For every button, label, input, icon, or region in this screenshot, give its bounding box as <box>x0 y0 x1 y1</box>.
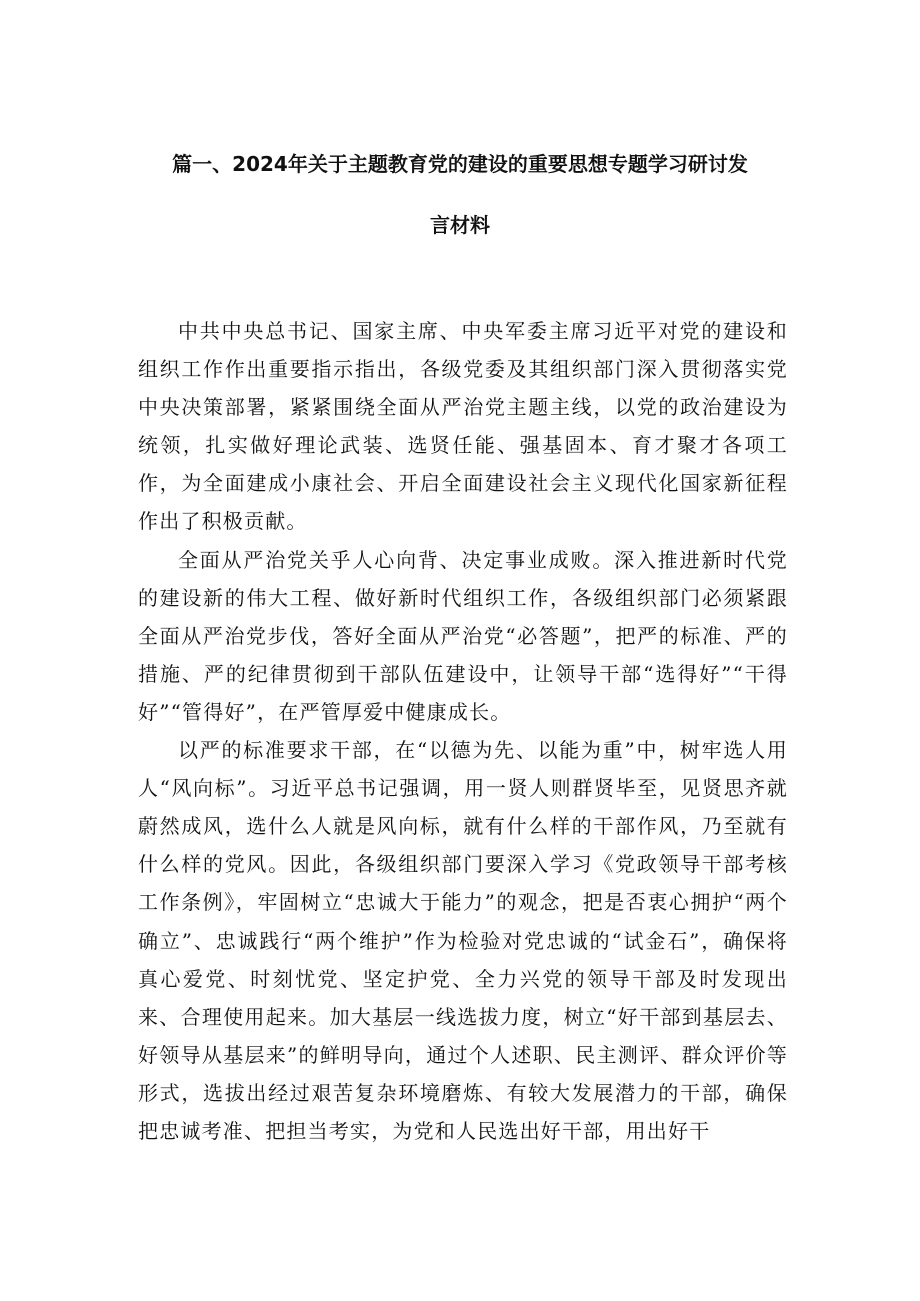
document-title-line-1: 篇一、2024年关于主题教育党的建设的重要思想专题学习研讨发 <box>172 152 748 176</box>
document-body <box>138 312 788 1150</box>
paragraph-1: 中共中央总书记、国家主席、中央军委主席习近平对党的建设和组织工作作出重要指示指出，各级党委及其组织部门深入贯彻落实党中央决策部署，紧紧围绕全面从严治党主题主线，以党的政治建设为统领，扎实做好理论武装、选贤任能、强基固本、育才聚才各项工作，为全面建成小康社会、开启全面建设社会主义现代化国家新征程作出了积极贡献。 <box>138 319 788 534</box>
document-title-line-2: 言材料 <box>430 213 490 237</box>
paragraph-2: 全面从严治党关乎人心向背、决定事业成败。深入推进新时代党的建设新的伟大工程、做好新时代组织工作，各级组织部门必须紧跟全面从严治党步伐，答好全面从严治党“必答题”，把严的标准、严的措施、严的纪律贯彻到干部队伍建设中，让领导干部“选得好”“干得好”“管得好”，在严管厚爱中健康成长。 <box>138 547 788 724</box>
paragraph-3: 以严的标准要求干部，在“以德为先、以能为重”中，树牢选人用人“风向标”。习近平总书记强调，用一贤人则群贤毕至，见贤思齐就蔚然成风，选什么人就是风向标，就有什么样的干部作风，乃至就有什么样的党风。因此，各级组织部门要深入学习《党政领导干部考核工作条例》，牢固树立“忠诚大于能力”的观念，把是否衷心拥护“两个确立”、忠诚践行“两个维护”作为检验对党忠诚的“试金石”，确保将真心爱党、时刻忧党、坚定护党、全力兴党的领导干部及时发现出来、合理使用起来。加大基层一线选拔力度，树立“好干部到基层去、好领导从基层来”的鲜明导向，通过个人述职、民主测评、群众评价等形式，选拔出经过艰苦复杂环境磨炼、有较大发展潜力的干部，确保把忠诚考准、把担当考实，为党和人民选出好干部，用出好干 <box>138 738 788 1143</box>
